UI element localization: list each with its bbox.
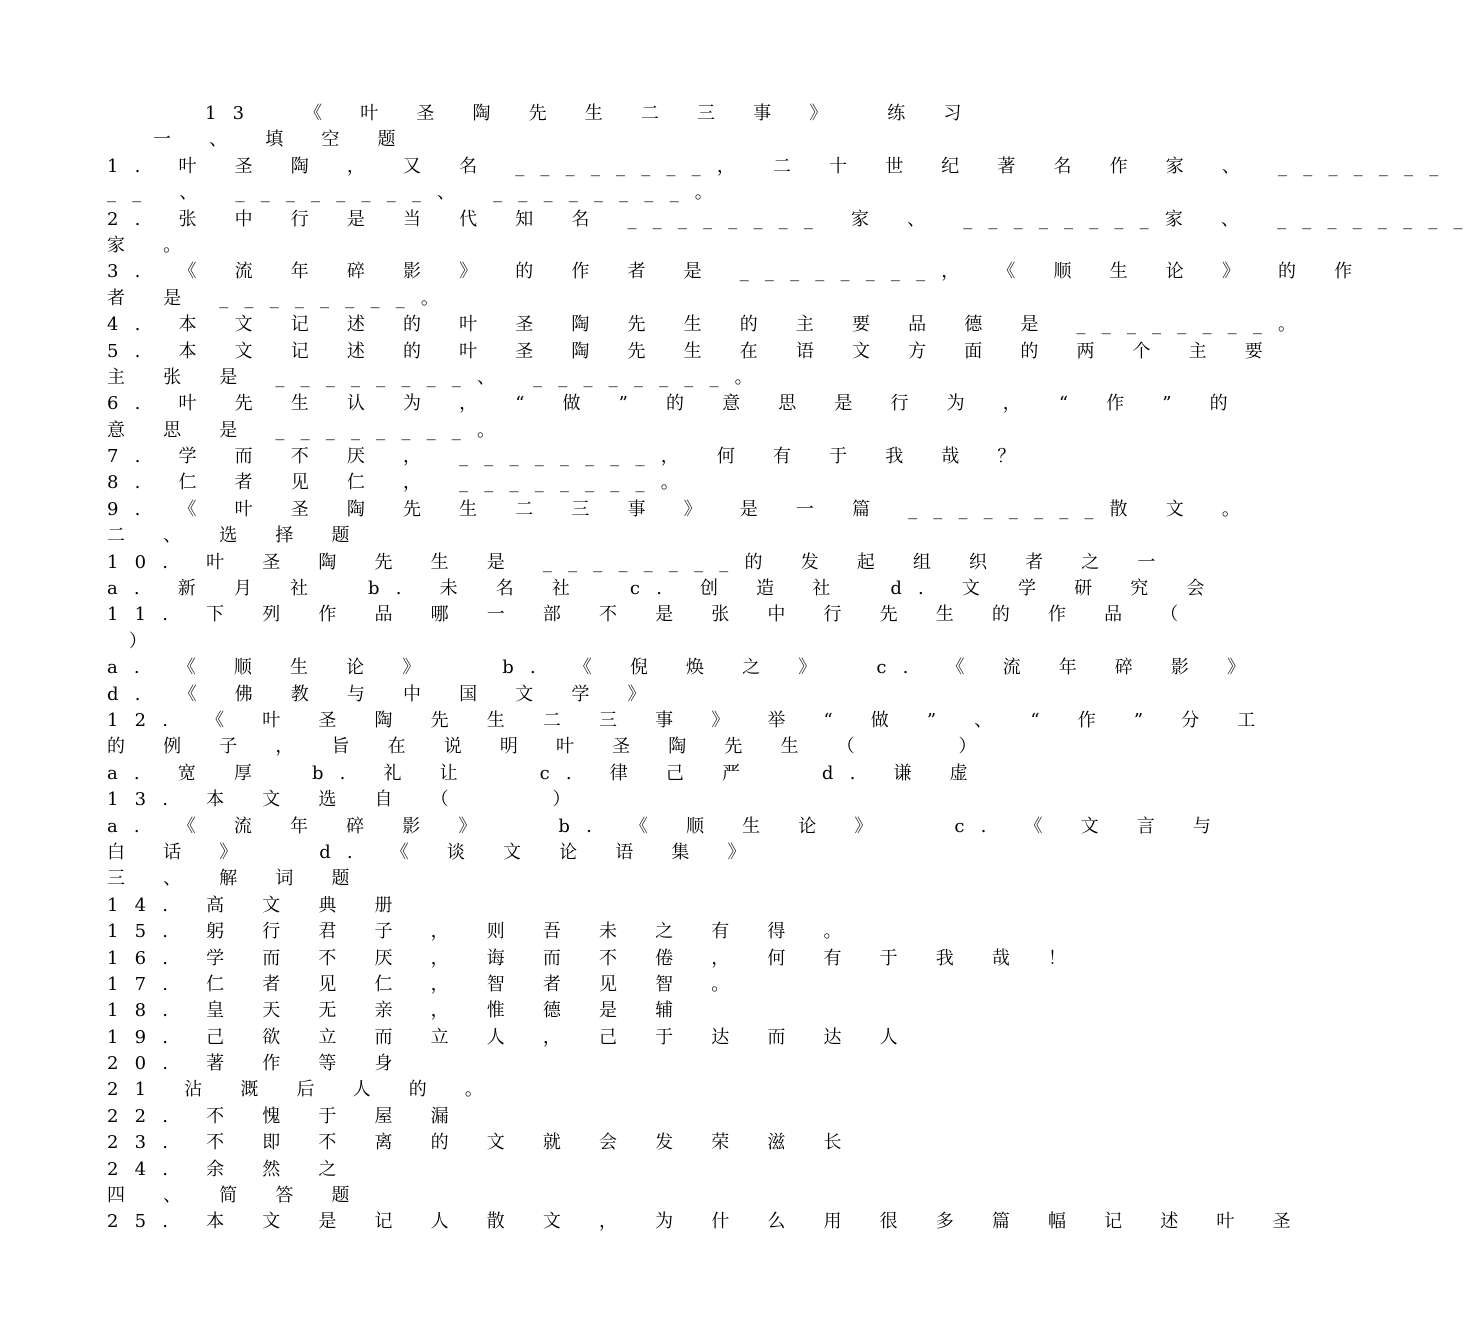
text-line: 的 例 子 ， 旨 在 说 明 叶 圣 陶 先 生 （ ） bbox=[107, 736, 993, 758]
text-line: 9. 《 叶 圣 陶 先 生 二 三 事 》 是 一 篇 ________散 文 。 bbox=[107, 498, 1257, 520]
text-line: 18. 皇 天 无 亲 ， 惟 德 是 辅 bbox=[107, 1000, 690, 1022]
text-line: 4. 本 文 记 述 的 叶 圣 陶 先 生 的 主 要 品 德 是 ________。 bbox=[107, 314, 1313, 336]
text-line: 14. 高 文 典 册 bbox=[107, 894, 409, 916]
text-line: 11. 下 列 作 品 哪 一 部 不 是 张 中 行 先 生 的 作 品 （ bbox=[107, 604, 1195, 626]
text-line: 7. 学 而 不 厌 ， ________， 何 有 于 我 哉 ？ bbox=[107, 446, 1032, 468]
text-line: 10. 叶 圣 陶 先 生 是 ________的 发 起 组 织 者 之 一 bbox=[107, 551, 1172, 573]
text-line: 2. 张 中 行 是 当 代 知 名 ________ 家 、 ________家 、 ________ bbox=[107, 208, 1479, 230]
text-line: 21 沾 溉 后 人 的 。 bbox=[107, 1079, 500, 1101]
text-line: __ 、 ________、 ________。 bbox=[107, 182, 729, 204]
text-line: 6. 叶 先 生 认 为 ， “ 做 ” 的 意 思 是 行 为 ， “ 作 ” 的 bbox=[107, 393, 1244, 415]
text-line: 5. 本 文 记 述 的 叶 圣 陶 先 生 在 语 文 方 面 的 两 个 主 要 bbox=[107, 340, 1280, 362]
text-line: 8. 仁 者 见 仁 ， ________。 bbox=[107, 472, 695, 494]
text-line: ） bbox=[107, 630, 164, 652]
worksheet-page bbox=[107, 101, 1479, 1236]
page-title: 13 《 叶 圣 陶 先 生 二 三 事 》 练 习 bbox=[205, 103, 978, 124]
text-line: 24. 余 然 之 bbox=[107, 1158, 353, 1180]
text-line: 三 、 解 词 题 bbox=[107, 868, 366, 890]
question-list bbox=[107, 127, 1479, 1235]
text-line: a. 《 顺 生 论 》 b. 《 倪 焕 之 》 c. 《 流 年 碎 影 》 bbox=[107, 657, 1262, 679]
text-line: 白 话 》 d. 《 谈 文 论 语 集 》 bbox=[107, 841, 762, 863]
text-line: 20. 著 作 等 身 bbox=[107, 1053, 409, 1075]
text-line: 主 张 是 ________、 ________。 bbox=[107, 366, 769, 388]
text-line: 意 思 是 ________。 bbox=[107, 419, 512, 441]
text-line: 23. 不 即 不 离 的 文 就 会 发 荣 滋 长 bbox=[107, 1132, 858, 1154]
text-line: 1. 叶 圣 陶 ， 又 名 ________， 二 十 世 纪 著 名 作 家 、 _______ bbox=[107, 155, 1455, 177]
text-line: 四 、 简 答 题 bbox=[107, 1185, 366, 1207]
text-line: 家 。 bbox=[107, 234, 198, 256]
text-line: 16. 学 而 不 厌 ， 诲 而 不 倦 ， 何 有 于 我 哉 ！ bbox=[107, 947, 1083, 969]
text-line: 13. 本 文 选 自 （ ） bbox=[107, 789, 587, 811]
text-line: d. 《 佛 教 与 中 国 文 学 》 bbox=[107, 683, 662, 705]
text-line: 22. 不 愧 于 屋 漏 bbox=[107, 1105, 465, 1127]
text-line: a. 《 流 年 碎 影 》 b. 《 顺 生 论 》 c. 《 文 言 与 bbox=[107, 815, 1228, 837]
text-line: 25. 本 文 是 记 人 散 文 ， 为 什 么 用 很 多 篇 幅 记 述 叶 圣 bbox=[107, 1211, 1307, 1233]
text-line: a. 新 月 社 b. 未 名 社 c. 创 造 社 d. 文 学 研 究 会 bbox=[107, 578, 1221, 600]
text-line: 17. 仁 者 见 仁 ， 智 者 见 智 。 bbox=[107, 973, 746, 995]
text-line: 一 、 填 空 题 bbox=[153, 129, 412, 151]
text-line: a. 宽 厚 b. 礼 让 c. 律 己 严 d. 谦 虚 bbox=[107, 762, 984, 784]
text-line: 3. 《 流 年 碎 影 》 的 作 者 是 ________， 《 顺 生 论 》 的 作 bbox=[107, 261, 1369, 283]
text-line: 二 、 选 择 题 bbox=[107, 525, 366, 547]
text-line: 12. 《 叶 圣 陶 先 生 二 三 事 》 举 “ 做 ” 、 “ 作 ” 分 工 bbox=[107, 709, 1272, 731]
text-line: 19. 己 欲 立 而 立 人 ， 己 于 达 而 达 人 bbox=[107, 1026, 914, 1048]
text-line: 15. 躬 行 君 子 ， 则 吾 未 之 有 得 。 bbox=[107, 921, 858, 943]
text-line: 者 是 ________。 bbox=[107, 287, 456, 309]
